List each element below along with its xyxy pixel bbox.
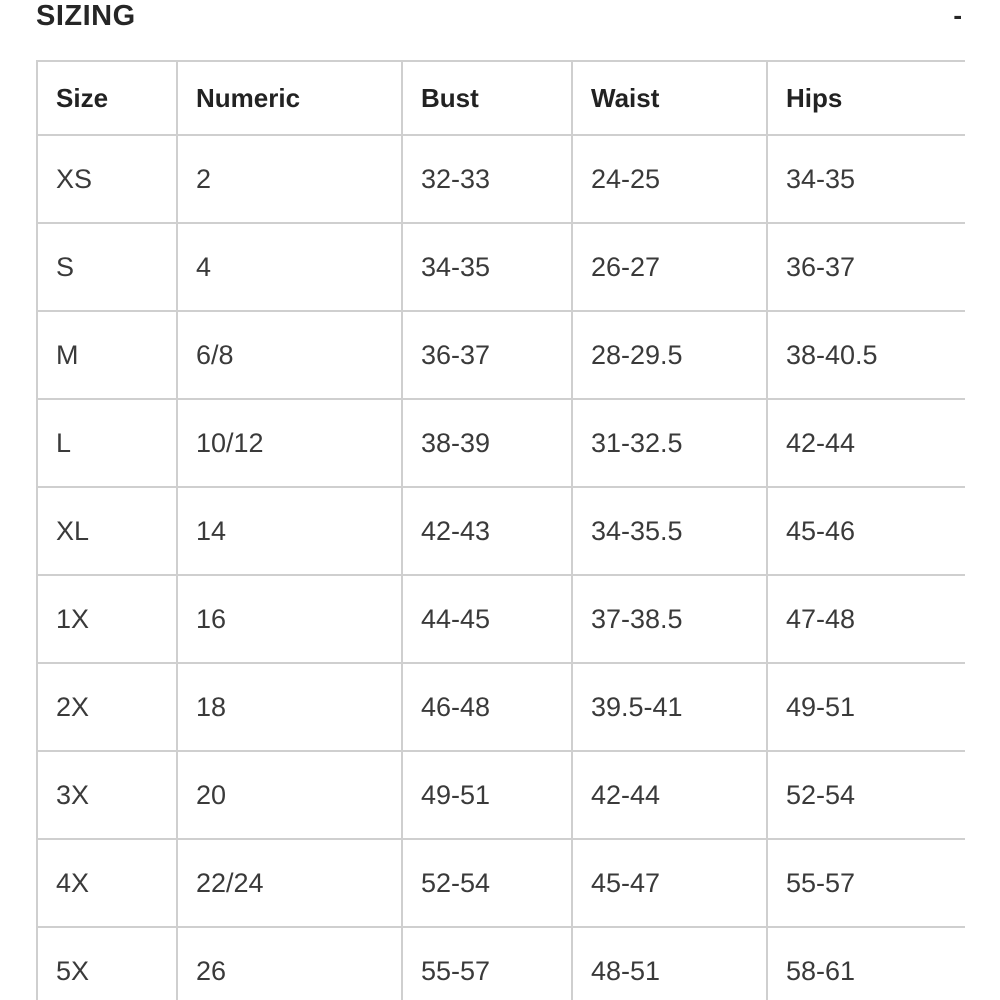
cell-bust: 49-51 (402, 751, 572, 839)
table-row (37, 663, 965, 751)
cell-bust: 55-57 (402, 927, 572, 1000)
cell-numeric: 18 (177, 663, 402, 751)
cell-waist: 26-27 (572, 223, 767, 311)
cell-numeric: 20 (177, 751, 402, 839)
cell-numeric: 6/8 (177, 311, 402, 399)
cell-waist: 37-38.5 (572, 575, 767, 663)
cell-size: L (37, 399, 177, 487)
cell-waist: 45-47 (572, 839, 767, 927)
cell-size: 1X (37, 575, 177, 663)
cell-size: 4X (37, 839, 177, 927)
table-row (37, 575, 965, 663)
cell-hips: 45-46 (767, 487, 965, 575)
cell-numeric: 16 (177, 575, 402, 663)
cell-waist: 34-35.5 (572, 487, 767, 575)
table-row (37, 135, 965, 223)
table-header-row (37, 61, 965, 135)
table-row (37, 311, 965, 399)
cell-waist: 39.5-41 (572, 663, 767, 751)
table-row (37, 487, 965, 575)
table-row (37, 399, 965, 487)
table-row (37, 223, 965, 311)
cell-numeric: 22/24 (177, 839, 402, 927)
cell-hips: 38-40.5 (767, 311, 965, 399)
cell-waist: 31-32.5 (572, 399, 767, 487)
cell-hips: 42-44 (767, 399, 965, 487)
column-header-hips: Hips (767, 61, 965, 135)
cell-size: 3X (37, 751, 177, 839)
table-body (37, 135, 965, 1000)
sizing-accordion-header[interactable] (36, 0, 964, 34)
cell-numeric: 14 (177, 487, 402, 575)
cell-waist: 42-44 (572, 751, 767, 839)
cell-size: 5X (37, 927, 177, 1000)
cell-bust: 46-48 (402, 663, 572, 751)
cell-waist: 24-25 (572, 135, 767, 223)
table-row (37, 839, 965, 927)
cell-bust: 42-43 (402, 487, 572, 575)
cell-hips: 34-35 (767, 135, 965, 223)
cell-size: M (37, 311, 177, 399)
cell-hips: 49-51 (767, 663, 965, 751)
cell-hips: 36-37 (767, 223, 965, 311)
table-row (37, 927, 965, 1000)
cell-hips: 55-57 (767, 839, 965, 927)
cell-bust: 44-45 (402, 575, 572, 663)
cell-bust: 32-33 (402, 135, 572, 223)
cell-waist: 48-51 (572, 927, 767, 1000)
column-header-numeric: Numeric (177, 61, 402, 135)
cell-hips: 58-61 (767, 927, 965, 1000)
cell-size: 2X (37, 663, 177, 751)
cell-numeric: 10/12 (177, 399, 402, 487)
cell-numeric: 2 (177, 135, 402, 223)
cell-bust: 36-37 (402, 311, 572, 399)
table-row (37, 751, 965, 839)
cell-numeric: 26 (177, 927, 402, 1000)
size-chart (36, 60, 965, 1000)
cell-bust: 34-35 (402, 223, 572, 311)
cell-numeric: 4 (177, 223, 402, 311)
minus-icon[interactable]: - (953, 0, 962, 30)
column-header-waist: Waist (572, 61, 767, 135)
cell-hips: 47-48 (767, 575, 965, 663)
section-title: SIZING (36, 0, 136, 32)
cell-size: XS (37, 135, 177, 223)
column-header-bust: Bust (402, 61, 572, 135)
cell-waist: 28-29.5 (572, 311, 767, 399)
column-header-size: Size (37, 61, 177, 135)
cell-bust: 52-54 (402, 839, 572, 927)
size-table (36, 60, 965, 1000)
cell-hips: 52-54 (767, 751, 965, 839)
cell-size: XL (37, 487, 177, 575)
cell-size: S (37, 223, 177, 311)
cell-bust: 38-39 (402, 399, 572, 487)
